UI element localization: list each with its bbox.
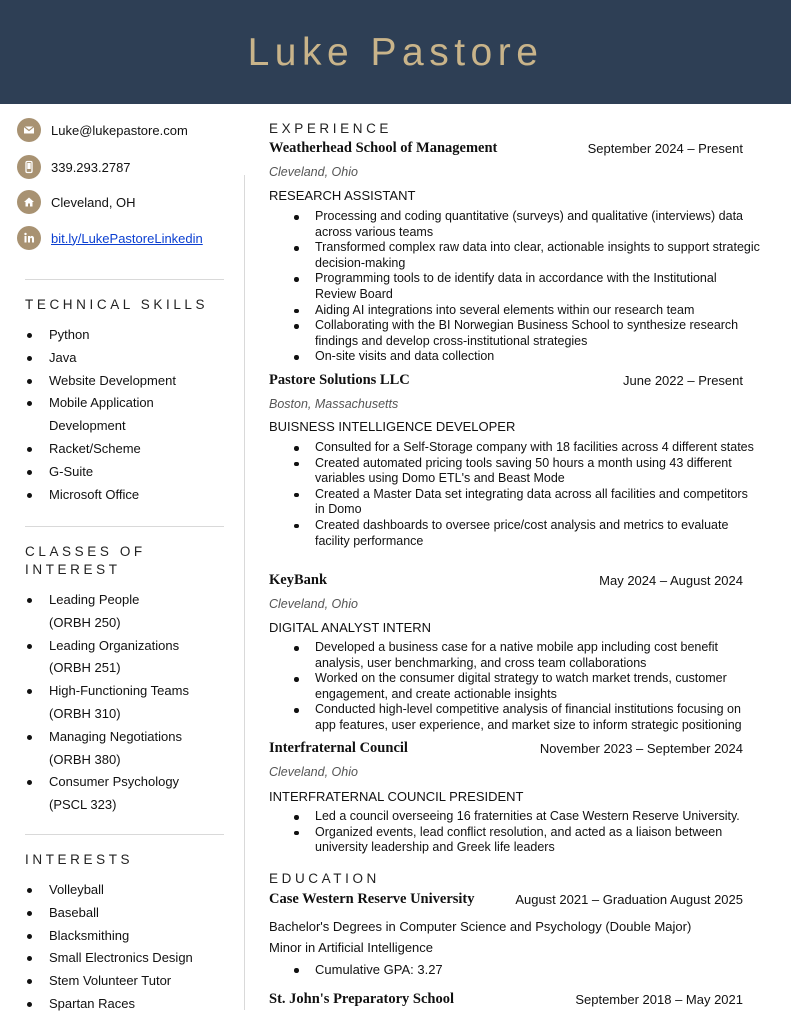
list-item: Java: [25, 347, 235, 370]
job-org: Interfraternal Council: [269, 740, 408, 756]
phone-icon: [17, 155, 41, 179]
education-bullets: [269, 962, 761, 978]
class-name: High-Functioning Teams: [49, 683, 189, 699]
job-dates: May 2024 – August 2024: [599, 573, 743, 588]
list-item: Consulted for a Self-Storage company with 18 facilities across 4 different states: [269, 440, 761, 456]
classes-heading-line: CLASSES OF: [25, 544, 146, 559]
job-role: BUISNESS INTELLIGENCE DEVELOPER: [269, 419, 516, 434]
education-heading: EDUCATION: [269, 871, 380, 886]
linkedin-icon: [17, 226, 41, 250]
list-item: Cumulative GPA: 3.27: [269, 962, 761, 978]
list-item: Python: [25, 324, 235, 347]
divider: [25, 526, 224, 527]
class-name: Managing Negotiations: [49, 728, 182, 744]
list-item: Collaborating with the BI Norwegian Business School to synthesize research findings and develop cross-institutional strategies: [269, 318, 761, 349]
job-dates: November 2023 – September 2024: [539, 741, 743, 756]
job-location: Boston, Massachusetts: [269, 397, 399, 411]
list-item-text: Development: [49, 418, 126, 434]
list-item: On-site visits and data collection: [269, 349, 761, 365]
linkedin-link[interactable]: bit.ly/LukePastoreLinkedin: [51, 230, 203, 246]
class-code: (PSCL 323): [49, 797, 117, 813]
classes-list: [25, 589, 235, 817]
job-role: DIGITAL ANALYST INTERN: [269, 620, 432, 635]
class-code: (ORBH 251): [49, 660, 121, 676]
list-item: [25, 726, 235, 772]
list-item: [25, 771, 235, 817]
class-name: Leading Organizations: [49, 637, 180, 653]
job-location: Cleveland, Ohio: [269, 597, 358, 611]
job-location: Cleveland, Ohio: [269, 165, 358, 179]
list-item: Conducted high-level competitive analysis of financial institutions focusing on app features, user experience, and market size to inform strategic positioning: [269, 702, 761, 733]
list-item: [25, 680, 235, 726]
class-name: Consumer Psychology: [49, 774, 180, 790]
list-item: [25, 392, 235, 438]
class-code: (ORBH 250): [49, 614, 121, 630]
job-location: Cleveland, Ohio: [269, 765, 358, 779]
job-org: KeyBank: [269, 572, 328, 588]
school-dates: August 2021 – Graduation August 2025: [515, 892, 743, 907]
job-org: Weatherhead School of Management: [269, 140, 498, 156]
job-dates: June 2022 – Present: [623, 373, 743, 388]
job-bullets: [269, 640, 761, 734]
envelope-icon: [17, 118, 41, 142]
candidate-name: Luke Pastore: [247, 31, 544, 74]
list-item: G-Suite: [25, 461, 235, 484]
list-item: Stem Volunteer Tutor: [25, 970, 235, 993]
contact-location-row: [17, 190, 136, 214]
list-item: Aiding AI integrations into several elements within our research team: [269, 303, 761, 319]
location-text: Cleveland, OH: [51, 194, 136, 210]
list-item: [25, 635, 235, 681]
interests-heading: INTERESTS: [25, 852, 134, 867]
minor-text: Minor in Artificial Intelligence: [269, 940, 434, 955]
class-name: Leading People: [49, 592, 140, 607]
list-item: Spartan Races: [25, 993, 235, 1016]
interests-list: [25, 879, 235, 1016]
home-icon: [17, 190, 41, 214]
job-role: RESEARCH ASSISTANT: [269, 188, 416, 203]
header-banner: [0, 0, 791, 104]
list-item: Volleyball: [25, 879, 235, 902]
list-item: Created dashboards to oversee price/cost analysis and metrics to evaluate facility performance: [269, 518, 761, 549]
technical-skills-heading: TECHNICAL SKILLS: [25, 297, 209, 312]
list-item: Small Electronics Design: [25, 947, 235, 970]
list-item: Transformed complex raw data into clear, actionable insights to support strategic decision-making: [269, 240, 761, 271]
list-item: [25, 589, 235, 635]
divider: [25, 279, 224, 280]
job-bullets: [269, 209, 761, 365]
school-name: Case Western Reserve University: [269, 891, 475, 907]
job-bullets: [269, 809, 761, 856]
list-item: Processing and coding quantitative (surveys) and qualitative (interviews) data across various teams: [269, 209, 761, 240]
experience-heading: EXPERIENCE: [269, 121, 393, 136]
school-dates: September 2018 – May 2021: [575, 992, 743, 1007]
phone-text: 339.293.2787: [51, 159, 131, 175]
class-code: (ORBH 310): [49, 705, 121, 721]
list-item-text: Mobile Application: [49, 395, 154, 411]
list-item: Website Development: [25, 370, 235, 393]
contact-linkedin-row: [17, 226, 203, 250]
list-item: Worked on the consumer digital strategy to watch market trends, customer engagement, and create actionable insights: [269, 671, 761, 702]
contact-phone-row: [17, 155, 131, 179]
contact-email-row: [17, 118, 188, 142]
column-divider: [244, 175, 245, 1010]
list-item: Baseball: [25, 902, 235, 925]
list-item: Microsoft Office: [25, 484, 235, 507]
list-item: Blacksmithing: [25, 925, 235, 948]
list-item: Led a council overseeing 16 fraternities at Case Western Reserve University.: [269, 809, 761, 825]
email-text[interactable]: Luke@lukepastore.com: [51, 122, 188, 138]
degree-text: Bachelor's Degrees in Computer Science and Psychology (Double Major): [269, 919, 692, 934]
list-item: Organized events, lead conflict resolution, and acted as a liaison between university leadership and Greek life leaders: [269, 825, 761, 856]
job-role: INTERFRATERNAL COUNCIL PRESIDENT: [269, 789, 524, 804]
list-item: Racket/Scheme: [25, 438, 235, 461]
list-item: Created a Master Data set integrating data across all facilities and competitors in Domo: [269, 487, 761, 518]
classes-heading: [25, 543, 146, 579]
technical-skills-list: [25, 324, 235, 506]
job-dates: September 2024 – Present: [587, 141, 743, 156]
class-code: (ORBH 380): [49, 751, 121, 767]
school-name: St. John's Preparatory School: [269, 991, 455, 1007]
job-bullets: [269, 440, 761, 549]
divider: [25, 834, 224, 835]
classes-heading-line: INTEREST: [25, 562, 121, 577]
list-item: Developed a business case for a native mobile app including cost benefit analysis, user benchmarking, and cross team collaborations: [269, 640, 761, 671]
job-org: Pastore Solutions LLC: [269, 372, 410, 388]
list-item: Created automated pricing tools saving 50 hours a month using 43 different variables using Domo ETL's and Beast Mode: [269, 456, 761, 487]
list-item: Programming tools to de identify data in accordance with the Institutional Review Board: [269, 271, 761, 302]
